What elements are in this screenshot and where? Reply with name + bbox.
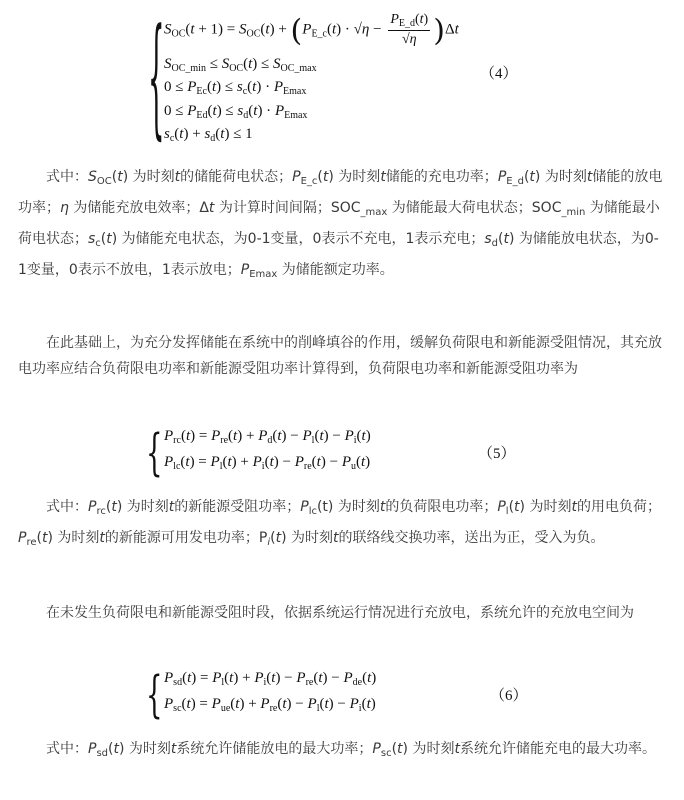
equation-number-4: （4） [480, 66, 518, 82]
paragraph-symbols-5: 式中：$P_{rc}(t)$ 为时刻t的新能源受阻功率；$P_{lc}(t)$ 为时刻t的负荷限电功率；$P_l(t)$ 为时刻t的用电负荷；$P_{re}(t)$ 为时刻t的新能源可用发电功率；$P_i(t)$ 为时刻t的联络线交换功率，送出为正，受入为负。 [18, 499, 661, 548]
paragraph-intro-5: 在此基础上，为充分发挥储能在系统中的削峰填谷的作用，缓解负荷限电和新能源受阻情况，其充放电功率应结合负荷限电功率和新能源受阻功率计算得到，负荷限电功率和新能源受阻功率为 [18, 335, 662, 377]
eq4-line-5: $s_c(t) + s_d(t) \le 1$ [164, 126, 253, 144]
eq4-line-1: $S_{OC}(t + 1) = S_{OC}(t) + (P_{E\_c}(t) \cdot √\eta$ − $\frac{P_{E\_d}(t)}{√\eta}$ )Δt [164, 12, 459, 49]
eq6-line-2: $P_{sc}(t) = P_{ue}(t) + P_{re}(t) - P_l(t) - P_i(t)$ [164, 696, 376, 714]
eq4-line-2: $S_{OC\_min} \le S_{OC}(t) \le S_{OC\_max}$ [164, 56, 317, 74]
eq5-line-1: $P_{rc}(t) = P_{re}(t) + P_d(t) - P_l(t) - P_i(t)$ [164, 428, 371, 446]
equation-number-6: （6） [490, 688, 528, 704]
eq4-line-3: $0 \le P_{Ec}(t) \le s_c(t) \cdot P_{Emax}$ [164, 79, 307, 97]
left-brace: { [148, 6, 165, 156]
eq5-line-2: $P_{lc}(t) = P_l(t) + P_i(t) - P_{re}(t) - P_u(t)$ [164, 454, 371, 472]
equation-4 [148, 6, 470, 156]
paragraph-symbols-4: 式中：$S_{OC}(t)$ 为时刻t的储能荷电状态；$P_{E\_c}(t)$ 为时刻t储能的充电功率；$P_{E\_d}(t)$ 为时刻t储能的放电功率；η 为储能充放电效率；Δt 为计算时间间隔；$SOC_{\_max}$ 为储能最大荷电状态；$SOC_{\_min}$ 为储能最小荷电状态；$s_c(t)$ 为储能充电状态，为0-1变量，0表示不充电，1表示充电；$s_d(t)$ 为储能放电状态，为0-1变量，0表示不放电，1表示放电；$P_{Emax}$ 为储能额定功率。 [18, 169, 663, 280]
paragraph-symbols-6: 式中：$P_{sd}(t)$ 为时刻t系统允许储能放电的最大功率；$P_{sc}(t)$ 为时刻t系统允许储能充电的最大功率。 [46, 741, 656, 759]
equation-number-5: （5） [478, 446, 516, 462]
equation-5 [146, 426, 446, 483]
eq4-line-4: $0 \le P_{Ed}(t) \le s_d(t) \cdot P_{Emax}$ [164, 103, 308, 121]
left-brace: { [146, 668, 163, 725]
paragraph-intro-6: 在未发生负荷限电和新能源受阻时段，依据系统运行情况进行充放电，系统允许的充放电空间为 [46, 605, 634, 621]
equation-6 [146, 668, 456, 725]
eq6-line-1: $P_{sd}(t) = P_l(t) + P_i(t) - P_{re}(t) - P_{de}(t)$ [164, 670, 377, 688]
left-brace: { [146, 426, 163, 483]
